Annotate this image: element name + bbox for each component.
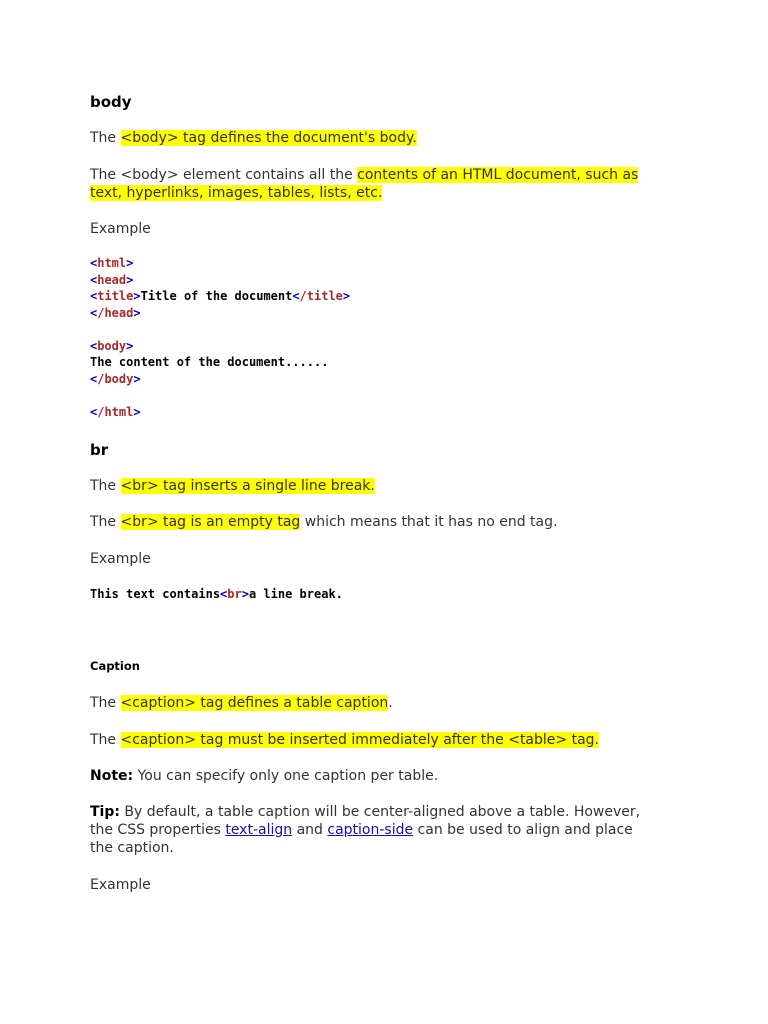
- br-tag-definition: The <br> tag inserts a single line break.: [90, 478, 375, 494]
- highlight: <br> tag inserts a single line break.: [120, 478, 375, 494]
- code-line: <body>: [90, 338, 134, 353]
- section-heading-body: body: [90, 93, 132, 111]
- code-line: <title>Title of the document</title>: [90, 289, 351, 303]
- highlight: <body> tag defines the document's body.: [120, 130, 417, 146]
- tip-label: Tip:: [90, 804, 120, 820]
- code-line: <html>: [90, 256, 134, 270]
- caption-tip: Tip: By default, a table caption will be center-aligned above a table. However, the CSS properties text-align and caption-side can be used to align and place the caption.: [90, 804, 641, 856]
- text-align-link[interactable]: text-align: [225, 822, 293, 838]
- br-tag-description: The <br> tag is an empty tag which means that it has no end tag.: [90, 514, 558, 530]
- highlight: <br> tag is an empty tag: [120, 514, 301, 530]
- example-label: Example: [90, 221, 151, 237]
- caption-note: Note: You can specify only one caption per table.: [90, 768, 439, 784]
- code-line: The content of the document......: [90, 355, 329, 369]
- caption-tag-placement: The <caption> tag must be inserted immediately after the <table> tag.: [90, 732, 599, 748]
- highlight: <caption> tag defines a table caption: [120, 695, 389, 711]
- body-tag-definition: The <body> tag defines the document's body.: [90, 130, 417, 146]
- section-heading-br: br: [90, 441, 109, 459]
- example-label: Example: [90, 877, 151, 893]
- note-label: Note:: [90, 768, 134, 784]
- example-label: Example: [90, 551, 151, 567]
- body-code-example: [90, 255, 350, 420]
- highlight: text, hyperlinks, images, tables, lists, etc.: [90, 185, 383, 201]
- br-code-example: This text contains<br>a line break.: [90, 587, 343, 601]
- highlight: contents of an HTML document, such as: [357, 167, 639, 183]
- code-line: </body>: [90, 371, 141, 386]
- section-heading-caption: Caption: [90, 659, 140, 673]
- code-line: <head>: [90, 272, 134, 287]
- code-line: </head>: [90, 305, 141, 320]
- body-element-description: The <body> element contains all the contents of an HTML document, such as text, hyperlinks, images, tables, lists, etc.: [90, 167, 639, 201]
- code-line: </html>: [90, 404, 141, 419]
- caption-side-link[interactable]: caption-side: [327, 822, 414, 838]
- caption-tag-definition: The <caption> tag defines a table caption.: [90, 695, 393, 711]
- highlight: <caption> tag must be inserted immediately after the <table> tag.: [120, 732, 599, 748]
